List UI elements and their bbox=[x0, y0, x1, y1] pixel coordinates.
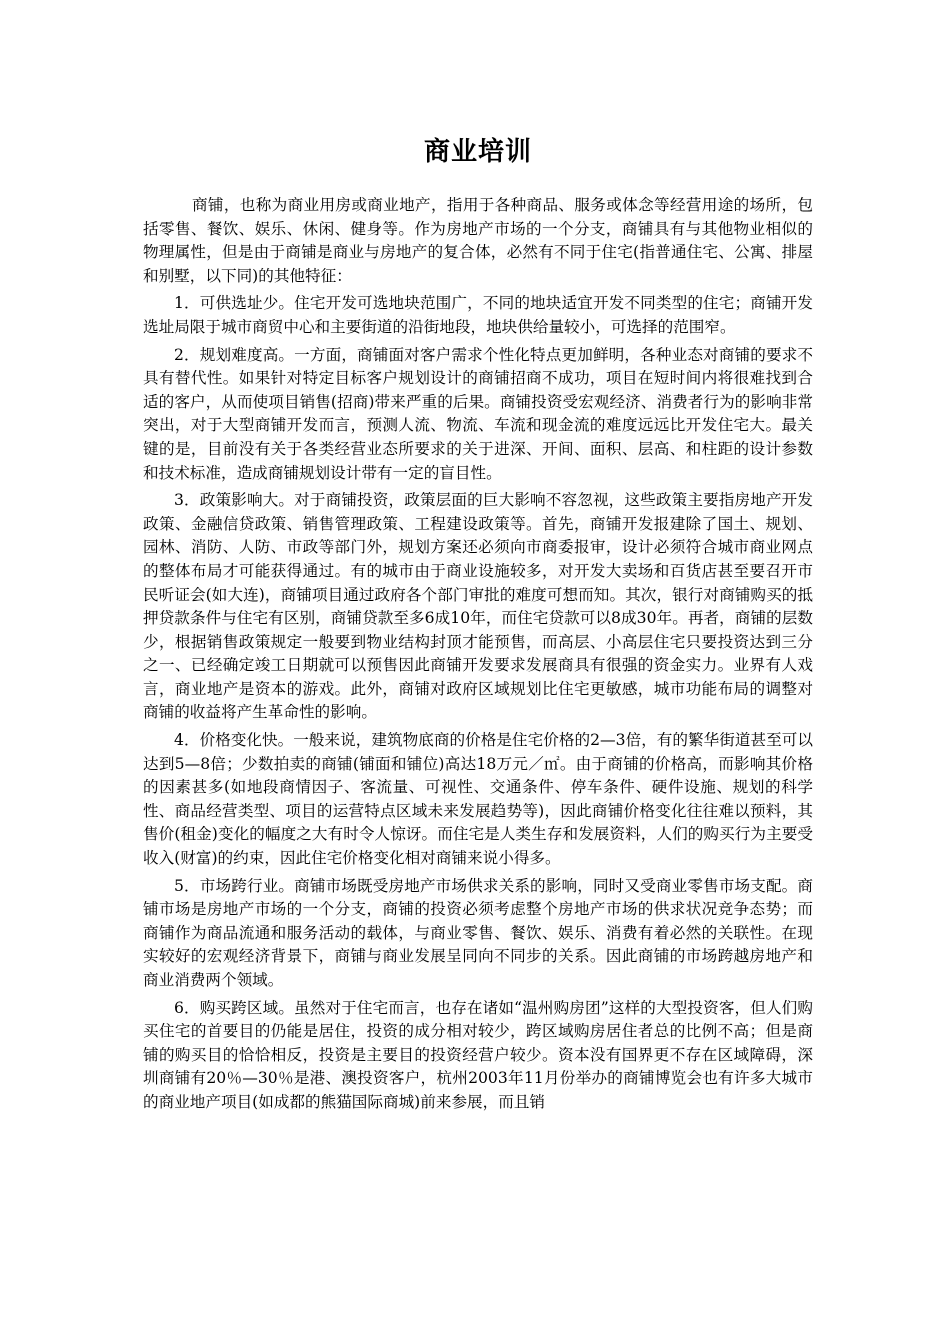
paragraph-6: 6．购买跨区域。虽然对于住宅而言，也存在诸如“温州购房团”这样的大型投资客，但人们购买住宅的首要目的仍能是居住，投资的成分相对较少，跨区域购房居住者总的比例不高；但是商铺的购买目的恰恰相反，投资是主要目的投资经营户较少。资本没有国界更不存在区域障碍，深圳商铺有20％—30％是港、澳投资客户，杭州2003年11月份举办的商铺博览会也有许多大城市的商业地产项目(如成都的熊猫国际商城)前来参展，而且销 bbox=[143, 998, 813, 1111]
paragraph-2: 2．规划难度高。一方面，商铺面对客户需求个性化特点更加鲜明，各种业态对商铺的要求不具有替代性。如果针对特定目标客户规划设计的商铺招商不成功，项目在短时间内将很难找到合适的客户，从而使项目销售(招商)带来严重的后果。商铺投资受宏观经济、消费者行为的影响非常突出，对于大型商铺开发而言，预测人流、物流、车流和现金流的难度远远比开发住宅大。最关键的是，目前没有关于各类经营业态所要求的关于进深、开间、面积、层高、和柱距的设计参数和技术标准，造成商铺规划设计带有一定的盲目性。 bbox=[143, 345, 813, 482]
paragraph-intro: 商铺，也称为商业用房或商业地产，指用于各种商品、服务或体念等经营用途的场所，包括零售、餐饮、娱乐、休闲、健身等。作为房地产市场的一个分支，商铺具有与其他物业相似的物理属性，但是由于商铺是商业与房地产的复合体，必然有不同于住宅(指普通住宅、公寓、排屋和别墅，以下同)的其他特征： bbox=[143, 196, 813, 285]
document-page bbox=[143, 132, 813, 1119]
document-title: 商业培训 bbox=[423, 137, 532, 167]
paragraph-4: 4．价格变化快。一般来说，建筑物底商的价格是住宅价格的2—3倍，有的繁华街道甚至可以达到5—8倍；少数拍卖的商铺(铺面和铺位)高达18万元／㎡。由于商铺的价格高，而影响其价格的因素甚多(如地段商情因子、客流量、可视性、交通条件、停车条件、硬件设施、规划的科学性、商品经营类型、项目的运营特点区域未来发展趋势等)，因此商铺价格变化往往难以预料，其售价(租金)变化的幅度之大有时令人惊讶。而住宅是人类生存和发展资料，人们的购买行为主要受收入(财富)的约束，因此住宅价格变化相对商铺来说小得多。 bbox=[143, 731, 813, 868]
paragraph-5: 5．市场跨行业。商铺市场既受房地产市场供求关系的影响，同时又受商业零售市场支配。商铺市场是房地产市场的一个分支，商铺的投资必须考虑整个房地产市场的供求状况竞争态势；而商铺作为商品流通和服务活动的载体，与商业零售、餐饮、娱乐、消费有着必然的关联性。在现实较好的宏观经济背景下，商铺与商业发展呈同向不同步的关系。因此商铺的市场跨越房地产和商业消费两个领域。 bbox=[143, 876, 813, 989]
paragraph-3: 3．政策影响大。对于商铺投资，政策层面的巨大影响不容忽视，这些政策主要指房地产开发政策、金融信贷政策、销售管理政策、工程建设政策等。首先，商铺开发报建除了国土、规划、园林、消防、人防、市政等部门外，规划方案还必须向市商委报审，设计必须符合城市商业网点的整体布局才可能获得通过。有的城市由于商业设施较多，对开发大卖场和百货店甚至要召开市民听证会(如大连)，商铺项目通过政府各个部门审批的难度可想而知。其次，银行对商铺购买的抵押贷款条件与住宅有区别，商铺贷款至多6成10年，而住宅贷款可以8成30年。再者，商铺的层数少，根据销售政策规定一般要到物业结构封顶才能预售，而高层、小高层住宅只要投资达到三分之一、已经确定竣工日期就可以预售因此商铺开发要求发展商具有很强的资金实力。业界有人戏言，商业地产是资本的游戏。此外，商铺对政府区域规划比住宅更敏感，城市功能布局的调整对商铺的收益将产生革命性的影响。 bbox=[143, 491, 813, 722]
paragraph-1: 1．可供选址少。住宅开发可选地块范围广，不同的地块适宜开发不同类型的住宅；商铺开发选址局限于城市商贸中心和主要街道的沿街地段，地块供给量较小，可选择的范围窄。 bbox=[143, 294, 813, 336]
